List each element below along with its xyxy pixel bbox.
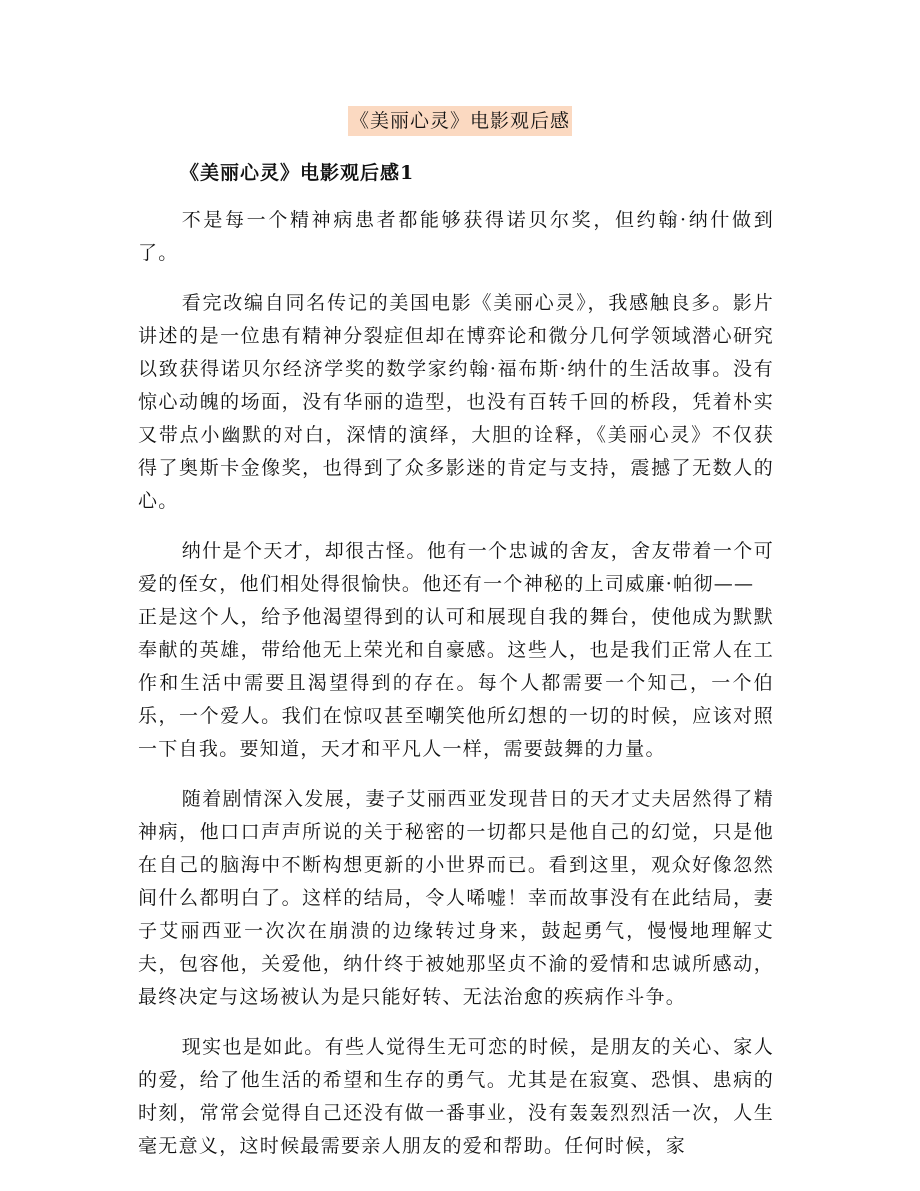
paragraph-1: 不是每一个精神病患者都能够获得诺贝尔奖，但约翰·纳什做到了。 xyxy=(138,209,774,264)
paragraph-4: 正是这个人，给予他渴望得到的认可和展现自我的舞台，使他成为默默奉献的英雄，带给他无上荣光和自豪感。这些人，也是我们正常人在工作和生活中需要且渴望得到的存在。每个人都需要一个知己，一个伯乐，一个爱人。我们在惊叹甚至嘲笑他所幻想的一切的时候，应该对照一下自我。要知道，天才和平凡人一样，需要鼓舞的力量。 xyxy=(138,606,774,760)
document-body xyxy=(138,204,774,1180)
section-heading: 《美丽心灵》电影观后感1 xyxy=(180,162,415,184)
paragraph-3: 纳什是个天才，却很古怪。他有一个忠诚的舍友，舍友带着一个可爱的侄女，他们相处得很愉快。他还有一个神秘的上司威廉·帕彻—— xyxy=(138,540,774,595)
paragraph-2: 看完改编自同名传记的美国电影《美丽心灵》，我感触良多。影片讲述的是一位患有精神分裂症但却在博弈论和微分几何学领域潜心研究以致获得诺贝尔经济学奖的数学家约翰·福布斯·纳什的生活故事。没有惊心动魄的场面，没有华丽的造型，也没有百转千回的桥段，凭着朴实又带点小幽默的对白，深情的演绎，大胆的诠释，《美丽心灵》不仅获得了奥斯卡金像奖，也得到了众多影迷的肯定与支持，震撼了无数人的心。 xyxy=(138,292,774,512)
paragraph-5: 随着剧情深入发展，妻子艾丽西亚发现昔日的天才丈夫居然得了精神病，他口口声声所说的关于秘密的一切都只是他自己的幻觉，只是他在自己的脑海中不断构想更新的小世界而已。看到这里，观众好像忽然间什么都明白了。这样的结局，令人唏嘘！幸而故事没有在此结局，妻子艾丽西亚一次次在崩溃的边缘转过身来，鼓起勇气，慢慢地理解丈夫，包容他，关爱他，纳什终于被她那坚贞不渝的爱情和忠诚所感动，最终决定与这场被认为是只能好转、无法治愈的疾病作斗争。 xyxy=(138,788,774,1008)
paragraph-6: 现实也是如此。有些人觉得生无可恋的时候，是朋友的关心、家人的爱，给了他生活的希望和生存的勇气。尤其是在寂寞、恐惧、患病的时刻，常常会觉得自己还没有做一番事业，没有轰轰烈烈活一次，人生毫无意义，这时候最需要亲人朋友的爱和帮助。任何时候，家 xyxy=(138,1036,774,1157)
document-title: 《美丽心灵》电影观后感 xyxy=(348,106,572,136)
title-container xyxy=(0,106,920,136)
